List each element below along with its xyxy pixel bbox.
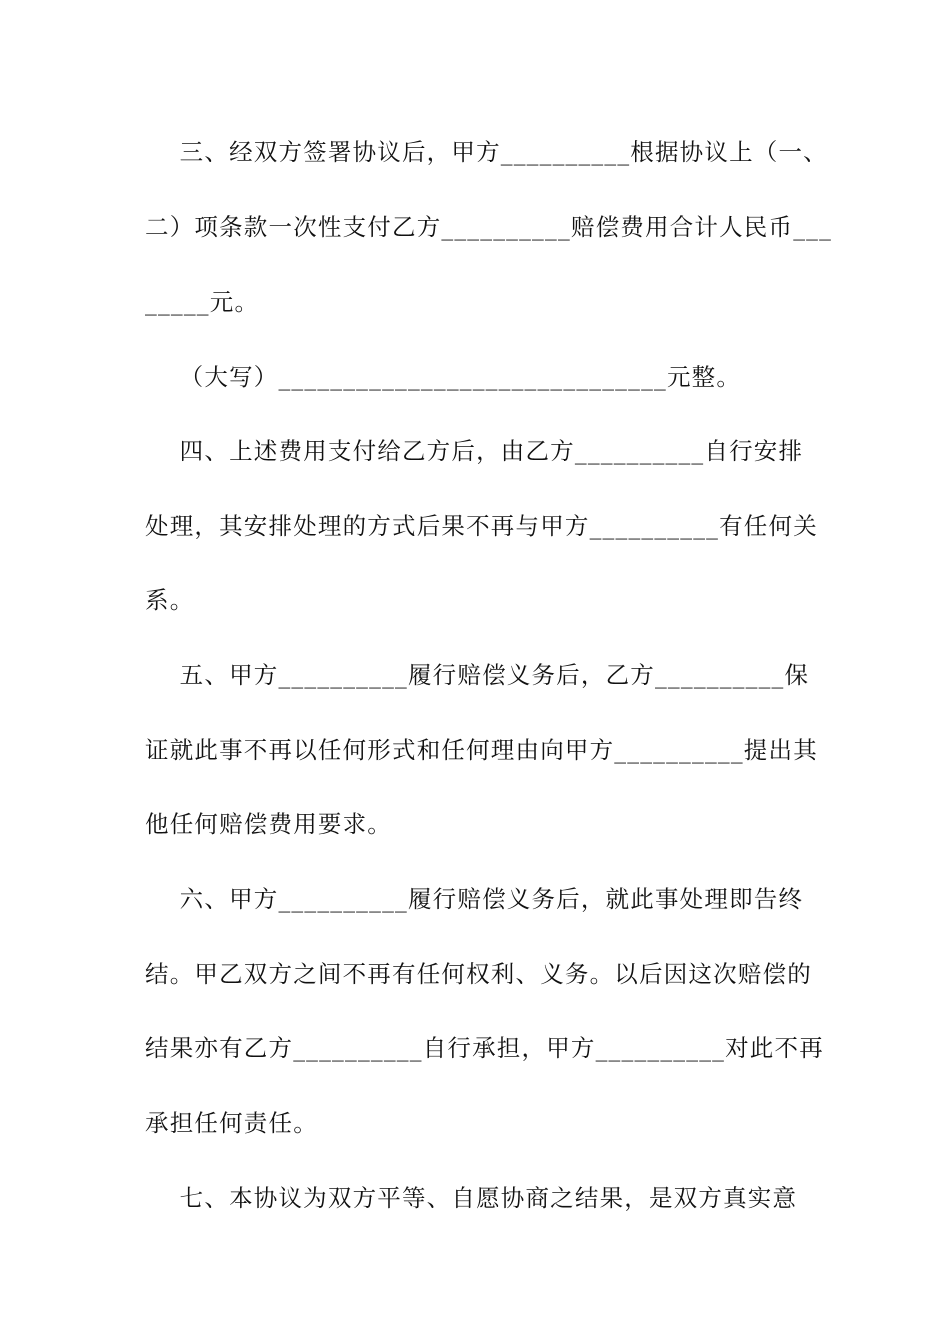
text-line: 证就此事不再以任何形式和任何理由向甲方__________提出其 [145,736,818,764]
text-line: 结。甲乙双方之间不再有任何权利、义务。以后因这次赔偿的 [145,960,812,988]
text-line: 六、甲方__________履行赔偿义务后，就此事处理即告终 [145,885,804,913]
text-line: 三、经双方签署协议后，甲方__________根据协议上（一、 [145,138,828,166]
text-line: 处理，其安排处理的方式后果不再与甲方__________有任何关 [145,512,818,540]
text-line: （大写）______________________________元整。 [145,363,742,391]
text-line: 结果亦有乙方__________自行承担，甲方__________对此不再 [145,1034,824,1062]
text-line: 四、上述费用支付给乙方后，由乙方__________自行安排 [145,437,804,465]
text-line: 承担任何责任。 [145,1109,318,1137]
text-line: 系。 [145,586,195,614]
text-line: 七、本协议为双方平等、自愿协商之结果，是双方真实意 [145,1184,798,1212]
text-line: 五、甲方__________履行赔偿义务后，乙方__________保 [145,661,810,689]
text-line: 他任何赔偿费用要求。 [145,810,392,838]
text-line: _____元。 [145,288,260,316]
text-line: 二）项条款一次性支付乙方__________赔偿费用合计人民币___ [145,213,833,241]
